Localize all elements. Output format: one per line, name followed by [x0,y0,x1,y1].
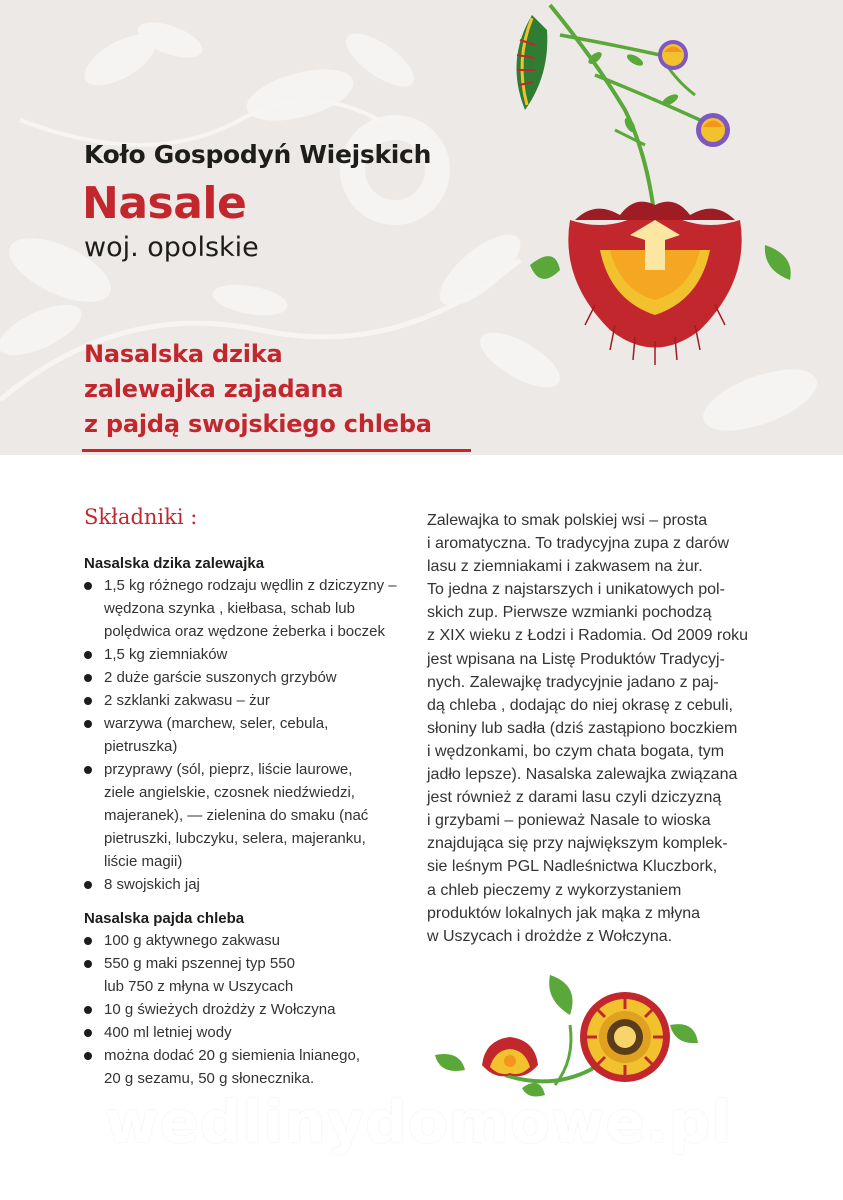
description-line: produktów lokalnych jak mąka z młyna [427,904,701,922]
description-line: Zalewajka to smak polskiej wsi – prosta [427,512,708,529]
description-line: dą chleba , dodając do niej okrasę z cebuli, [427,696,733,714]
organization-name: Koło Gospodyń Wiejskich [84,140,432,169]
description-line: z XIX wieku z Łodzi i Radomia. Od 2009 roku [427,627,749,645]
ingredient-item: 550 g maki pszennej typ 550 lub 750 z młyna w Uszycach [84,952,414,998]
description-line: a chleb pieczemy z wykorzystaniem [427,881,682,899]
header-band [0,0,843,455]
watermark: wedlinydomowe.pl [105,1088,733,1156]
ingredient-item: warzywa (marchew, seler, cebula, pietruszka) [84,712,414,758]
description-line: skich zup. Pierwsze wzmianki pochodzą [427,604,712,622]
ingredient-item: 8 swojskich jaj [84,873,414,896]
title-underline [82,449,471,452]
ingredient-item: można dodać 20 g siemienia lnianego, 20 g sezamu, 50 g słonecznika. [84,1044,414,1090]
dish-title-line: Nasalska dzika [84,340,283,368]
ingredient-item: 2 szklanki zakwasu – żur [84,689,414,712]
description-line: i aromatyczna. To tradycyjna zupa z darów [427,535,730,553]
description-line: sie leśnym PGL Nadleśnictwa Kluczbork, [427,858,718,876]
description-line: lasu z ziemniakami i zakwasem na żur. [427,558,703,576]
description-line: To jedna z najstarszych i unikatowych pol- [427,581,725,599]
description-line: słoniny lub sadła (dziś zastąpiono boczkiem [427,719,738,737]
description-line: jest również z darami lasu czyli dziczyzną [427,789,722,807]
folk-flower-illustration-top [495,0,843,385]
folk-flower-illustration-bottom [430,975,730,1105]
description-line: nych. Zalewajkę tradycyjnie jadano z paj- [427,673,719,691]
description-line: i wędzonkami, bo czym chata bogata, tym [427,742,725,760]
dish-title-line: z pajdą swojskiego chleba [84,410,432,438]
ingredient-group-title: Nasalska pajda chleba [84,910,245,927]
place-name: Nasale [82,178,247,229]
description-line: w Uszycach i drożdże z Wołczyna. [427,927,673,945]
ingredient-item: przyprawy (sól, pieprz, liście laurowe, ziele angielskie, czosnek niedźwiedzi, majeranek), — zielenina do smaku (nać pietruszki, lubczyku, selera, majeranku, liście magii) [84,758,414,873]
ingredients-title: Składniki : [84,505,198,529]
ingredient-group-title: Nasalska dzika zalewajka [84,555,265,572]
ingredient-item: 10 g świeżych drożdży z Wołczyna [84,998,414,1021]
description-text [427,509,762,948]
ingredient-list [84,574,414,896]
region-label: woj. opolskie [84,232,259,263]
description-line: i grzybami – ponieważ Nasale to wioska [427,812,711,830]
description-line: jadło lepsze). Nasalska zalewajka związana [427,766,738,784]
dish-title-line: zalewajka zajadana [84,375,344,403]
ingredient-item: 1,5 kg ziemniaków [84,643,414,666]
ingredient-item: 2 duże garście suszonych grzybów [84,666,414,689]
ingredients-section [84,505,414,1090]
ingredient-item: 100 g aktywnego zakwasu [84,929,414,952]
description-line: znajdująca się przy największym komplek- [427,835,728,853]
ingredient-item: 400 ml letniej wody [84,1021,414,1044]
dish-title [84,337,432,442]
ingredient-list [84,929,414,1090]
description-line: jest wpisana na Listę Produktów Tradycyj- [427,650,725,668]
ingredient-item: 1,5 kg różnego rodzaju wędlin z dziczyzny – wędzona szynka , kiełbasa, schab lub polędwica oraz wędzone żeberka i boczek [84,574,414,643]
